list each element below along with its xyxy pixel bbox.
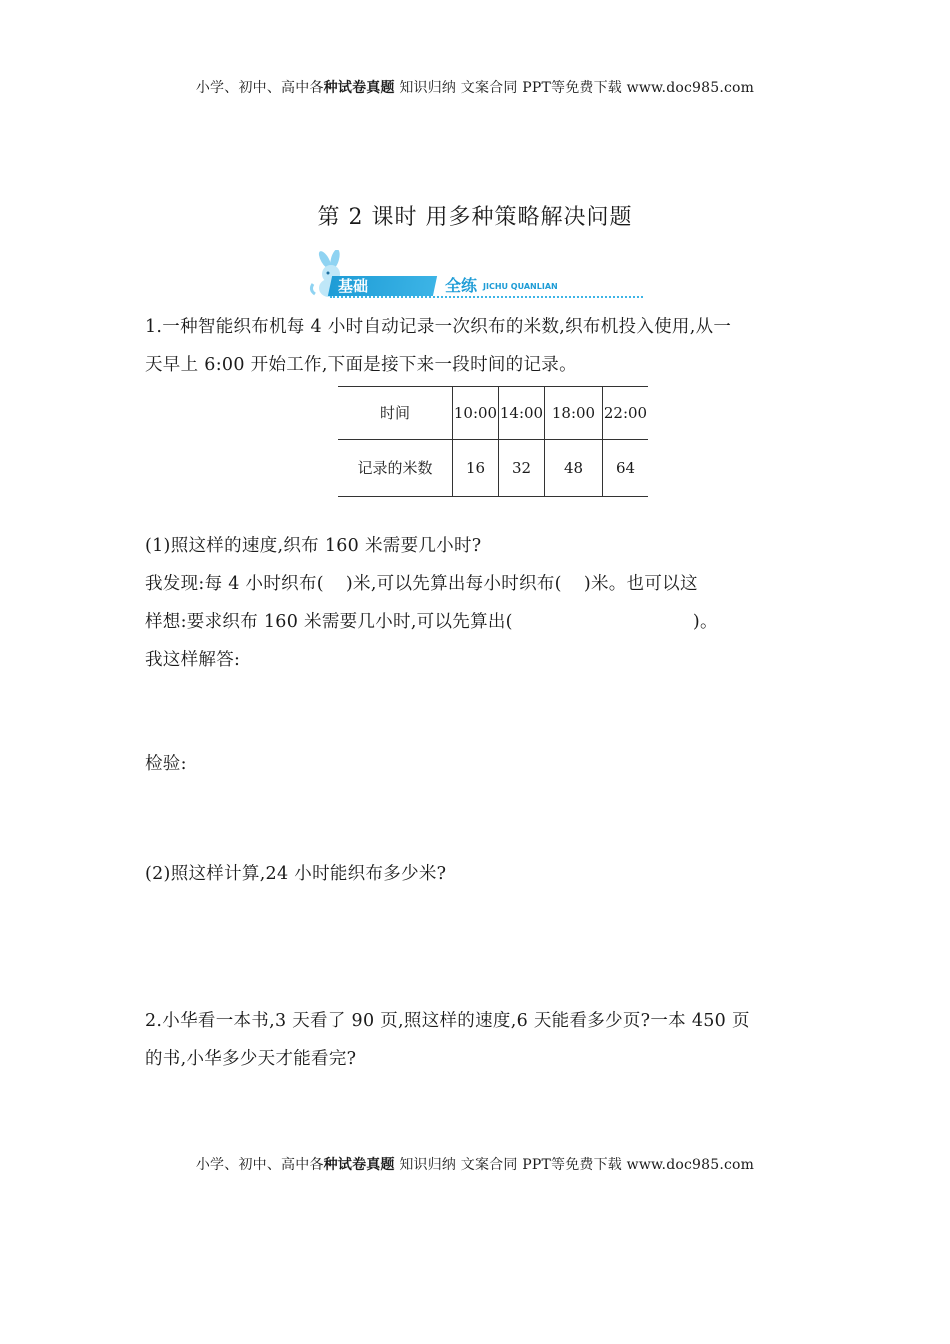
table-header-meters: 记录的米数	[338, 440, 453, 497]
q1-intro-line1: 1.一种智能织布机每 4 小时自动记录一次织布的米数,织布机投入使用,从一	[145, 317, 732, 337]
header-text-a: 小学、初中、高中各	[195, 80, 324, 96]
footer-text-a: 小学、初中、高中各	[195, 1157, 324, 1173]
header-text-c: 知识归纳 文案合同 PPT等免费下载 www.doc985.com	[394, 80, 755, 96]
table-cell: 32	[499, 440, 545, 497]
table-cell: 64	[603, 440, 649, 497]
banner-dotted-line	[330, 296, 643, 298]
banner-label: 基础	[328, 276, 437, 296]
table-cell: 18:00	[545, 387, 603, 440]
record-table	[338, 386, 648, 497]
q1-sub2: (2)照这样计算,24 小时能织布多少米?	[145, 864, 447, 884]
table-cell: 22:00	[603, 387, 649, 440]
table-cell: 48	[545, 440, 603, 497]
table-cell: 14:00	[499, 387, 545, 440]
footer-text-c: 知识归纳 文案合同 PPT等免费下载 www.doc985.com	[394, 1157, 755, 1173]
footer-text-bold: 种试卷真题	[323, 1157, 395, 1173]
q1-part1	[145, 527, 805, 679]
q1-intro-line2: 天早上 6:00 开始工作,下面是接下来一段时间的记录。	[145, 355, 577, 375]
table-header-time: 时间	[338, 387, 453, 440]
page-footer	[0, 1154, 950, 1174]
section-banner	[305, 250, 645, 302]
q1-check-label: 检验:	[145, 754, 187, 774]
q2-line2: 的书,小华多少天才能看完?	[145, 1049, 357, 1069]
q1-intro	[145, 308, 805, 384]
table-cell: 10:00	[453, 387, 499, 440]
header-text-bold: 种试卷真题	[323, 80, 395, 96]
table-row	[338, 440, 648, 497]
table-row	[338, 387, 648, 440]
q2-line1: 2.小华看一本书,3 天看了 90 页,照这样的速度,6 天能看多少页?一本 450 页	[145, 1011, 750, 1031]
q1-answer-label: 我这样解答:	[145, 650, 241, 670]
q2	[145, 1002, 805, 1078]
banner-label-2: 全练	[445, 276, 478, 295]
q1-think-line: 样想:要求织布 160 米需要几小时,可以先算出( )。	[145, 612, 718, 632]
q1-find-line: 我发现:每 4 小时织布( )米,可以先算出每小时织布( )米。也可以这	[145, 574, 698, 594]
banner-pinyin: JICHU QUANLIAN	[483, 282, 558, 291]
page-header	[0, 77, 950, 97]
q1-sub1: (1)照这样的速度,织布 160 米需要几小时?	[145, 536, 482, 556]
lesson-title: 第 2 课时 用多种策略解决问题	[317, 205, 633, 230]
table-cell: 16	[453, 440, 499, 497]
